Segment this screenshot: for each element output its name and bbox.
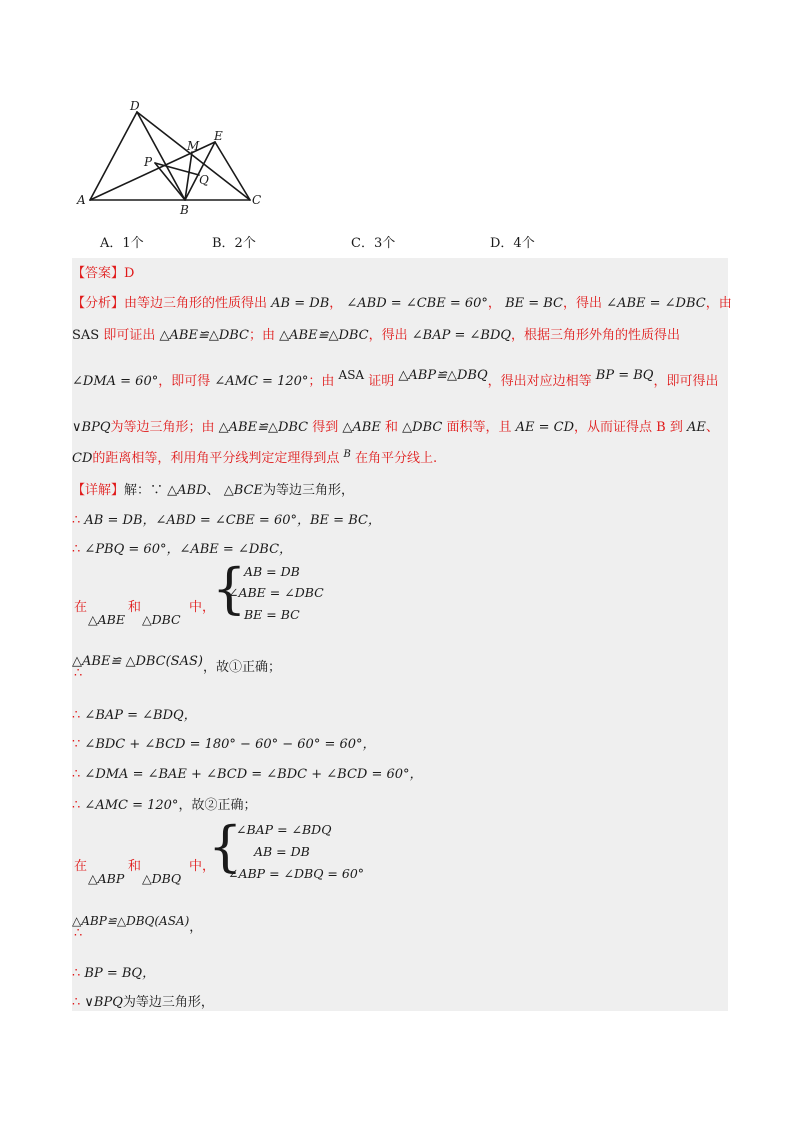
detail-line-11: ∴ ∨BPQ为等边三角形，: [72, 995, 214, 1010]
label-B: B: [180, 203, 189, 217]
because-symbol: ∵: [72, 737, 81, 752]
math: △ABE≌△DBC: [218, 420, 309, 435]
analysis-line-3: ∠DMA = 60°，即可得 ∠AMC = 120°；由 ASA 证明 △ABP≌△DBQ，得出对应边相等 BP = BQ，即可得出: [72, 368, 719, 389]
detail-line-9: △ABP≌△DBQ(ASA)，: [72, 914, 203, 935]
math: ∠PBQ = 60°，∠ABE = ∠DBC，: [84, 542, 293, 557]
therefore-symbol: ∴: [74, 666, 83, 681]
detail-line-7: [72, 763, 423, 782]
therefore-symbol: ∴: [74, 926, 83, 941]
math: ∠AMC = 120°: [84, 798, 179, 813]
mid-label: 中，: [189, 600, 216, 615]
detail-line-4: △ABE≌ △DBC(SAS)，故①正确；: [72, 654, 281, 675]
triangle-DBC: △DBC: [142, 612, 181, 627]
segment-EC: [215, 142, 250, 200]
analysis-line-2: SAS 即可证出 △ABE≌△DBC；由 △ABE≌△DBC，得出 ∠BAP = ∠BDQ，根据三角形外角的性质得出: [72, 328, 681, 343]
mid-label: 中，: [189, 859, 216, 874]
analysis-line-5: CD的距离相等，利用角平分线判定定理得到点 $^B$ 在角平分线上.: [72, 449, 438, 466]
therefore-symbol: ∴: [72, 767, 81, 782]
analysis-line-1: 【分析】由等边三角形的性质得出 AB = DB， ∠ABD = ∠CBE = 60°， BE = BC，得出 ∠ABE = ∠DBC，由: [72, 296, 732, 311]
therefore-symbol: ∴: [72, 708, 81, 723]
math: △ABD: [167, 483, 207, 498]
system1-eq2: ∠ABE = ∠DBC: [228, 585, 324, 600]
math: ∨BPQ: [72, 420, 111, 435]
answer-line: [72, 262, 134, 281]
in-label: 在: [74, 859, 88, 874]
segment-AD: [90, 112, 137, 200]
triangle-ABP: △ABP: [88, 871, 125, 886]
system2-eq3: ∠ABP = ∠DBQ = 60°: [228, 866, 365, 881]
detail-line-8: ∴ ∠AMC = 120°，故②正确；: [72, 798, 257, 813]
math: SAS: [72, 328, 100, 343]
detail-line-5: [72, 704, 197, 723]
option-d[interactable]: D．4个: [490, 236, 535, 251]
math: ∠BDC + ∠BCD = 180° − 60° − 60° = 60°，: [84, 737, 376, 752]
system1-eq3: BE = BC: [244, 607, 300, 622]
math: △DBC: [402, 420, 443, 435]
detail-line-1: 【详解】解：∵ △ABD、 △BCE为等边三角形，: [72, 483, 354, 498]
segment-PB: [155, 163, 185, 200]
math: ∠BAP = ∠BDQ，: [84, 708, 197, 723]
math: △ABP≌△DBQ(ASA): [72, 914, 190, 928]
math: BP = BQ，: [84, 966, 156, 981]
math: ∠BAP = ∠BDQ: [411, 328, 512, 343]
and-label: 和: [128, 600, 142, 615]
math: ∠DMA = ∠BAE + ∠BCD = ∠BDC + ∠BCD = 60°，: [84, 767, 423, 782]
math: B: [343, 449, 351, 460]
option-b[interactable]: B．2个: [212, 236, 256, 251]
answer-label: 【答案】: [72, 266, 125, 281]
system2-eq2: AB = DB: [254, 844, 310, 859]
detail-line-3: [72, 538, 292, 557]
math: △ABE≌△DBC: [159, 328, 249, 343]
math: △ABE: [342, 420, 381, 435]
and-label: 和: [128, 859, 142, 874]
math: △ABE≌△DBC: [279, 328, 369, 343]
math: AE: [687, 420, 706, 435]
label-Q: Q: [199, 173, 209, 187]
label-C: C: [252, 193, 262, 207]
solution-panel: [72, 258, 732, 1011]
math: △ABE≌ △DBC(SAS): [72, 654, 203, 669]
detail-label: 【详解】: [72, 483, 125, 498]
math: △ABP≌△DBQ: [398, 368, 488, 383]
detail-line-6: [72, 733, 376, 752]
system1-eq1: AB = DB: [244, 564, 300, 579]
math: ∠ABE = ∠DBC: [606, 296, 706, 311]
math: AE = CD: [515, 420, 575, 435]
analysis-label: 【分析】: [72, 296, 125, 311]
segment-PQ: [155, 163, 199, 175]
therefore-symbol: ∴: [72, 966, 81, 981]
option-a[interactable]: A．1个: [100, 236, 144, 251]
therefore-symbol: ∴: [72, 798, 81, 813]
label-E: E: [214, 129, 223, 143]
left-brace-2: {: [208, 815, 243, 878]
math: CD: [72, 451, 93, 466]
system2-eq1: ∠BAP = ∠BDQ: [236, 822, 332, 837]
math: AB = DB，∠ABD = ∠CBE = 60°，BE = BC，: [84, 513, 381, 528]
left-brace-1: {: [212, 557, 247, 620]
triangle-DBQ: △DBQ: [142, 871, 182, 886]
math: ∠ABD = ∠CBE = 60°: [346, 296, 488, 311]
math: BE = BC: [505, 296, 564, 311]
therefore-symbol: ∴: [72, 542, 81, 557]
label-P: P: [144, 155, 153, 169]
therefore-symbol: ∴: [72, 513, 81, 528]
geometry-figure: [70, 98, 270, 218]
label-A: A: [77, 193, 86, 207]
detail-line-10: [72, 962, 155, 981]
answer-options: [0, 232, 800, 254]
math: BP = BQ: [595, 368, 654, 383]
option-c[interactable]: C．3个: [351, 236, 396, 251]
segment-DC: [137, 112, 250, 200]
math: △BCE: [223, 483, 263, 498]
triangle-ABE: △ABE: [88, 612, 125, 627]
label-M: M: [187, 139, 200, 153]
math: ASA: [338, 368, 365, 382]
math: AB = DB: [271, 296, 330, 311]
math: ∨BPQ: [84, 995, 123, 1010]
therefore-symbol: ∴: [72, 995, 81, 1010]
math: ∠AMC = 120°: [214, 374, 309, 389]
math: ∠DMA = 60°: [72, 374, 159, 389]
in-label: 在: [74, 600, 88, 615]
answer-value: D: [124, 266, 135, 281]
label-D: D: [130, 99, 140, 113]
analysis-line-4: ∨BPQ为等边三角形；由 △ABE≌△DBC 得到 △ABE 和 △DBC 面积等，且 AE = CD，从而证得点 B 到 AE、: [72, 420, 719, 435]
detail-line-2: [72, 509, 381, 528]
